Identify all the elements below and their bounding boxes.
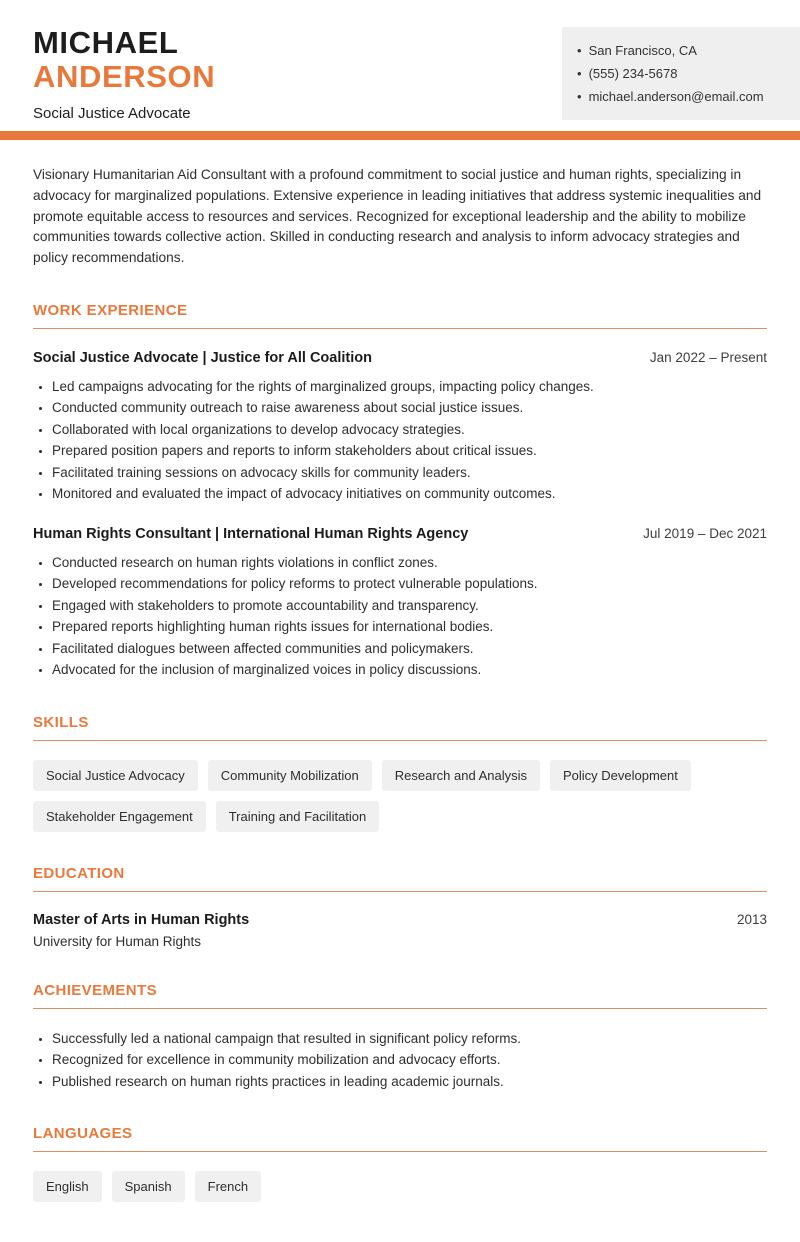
section-languages — [33, 1125, 767, 1202]
bullet-item: • Advocated for the inclusion of marginalized voices in policy discussions. — [52, 659, 767, 681]
bullet-item: • Prepared reports highlighting human rights issues for international bodies. — [52, 616, 767, 638]
header — [0, 0, 800, 131]
job-title: Human Rights Consultant | International Human Rights Agency — [33, 525, 469, 542]
bullet-icon: • — [577, 89, 582, 104]
first-name: MICHAEL — [33, 25, 179, 60]
section-work-experience — [33, 302, 767, 681]
summary-paragraph: Visionary Humanitarian Aid Consultant with a profound commitment to social justice and human rights, specializing in advocacy for marginalized populations. Extensive experience in leading initiatives that address systemic inequalities and promote equitable access to resources and services. Recognized for exceptional leadership and the ability to mobilize communities towards collective action. Skilled in conducting research and analysis to inform advocacy strategies and policy recommendations. — [33, 167, 762, 266]
education-entry — [33, 912, 767, 949]
education-header — [33, 912, 767, 928]
contact-location-text: San Francisco, CA — [588, 43, 697, 58]
language-tag: French — [195, 1171, 261, 1202]
skill-tag: Community Mobilization — [208, 760, 372, 791]
section-heading-education: EDUCATION — [33, 865, 767, 892]
job-entry — [33, 526, 767, 681]
skills-tag-list — [33, 760, 767, 832]
languages-tag-list — [33, 1171, 767, 1202]
bullet-item: • Facilitated dialogues between affected communities and policymakers. — [52, 638, 767, 660]
education-school: University for Human Rights — [33, 933, 202, 949]
last-name: ANDERSON — [33, 59, 216, 94]
section-heading-achievements: ACHIEVEMENTS — [33, 982, 767, 1009]
section-education — [33, 865, 767, 949]
section-heading-work: WORK EXPERIENCE — [33, 302, 767, 329]
bullet-item: • Monitored and evaluated the impact of advocacy initiatives on community outcomes. — [52, 483, 767, 505]
bullet-item: • Led campaigns advocating for the rights of marginalized groups, impacting policy changes. — [52, 376, 767, 398]
achievements-list — [33, 1028, 767, 1093]
job-dates: Jul 2019 – Dec 2021 — [643, 525, 767, 541]
bullet-item: • Conducted community outreach to raise awareness about social justice issues. — [52, 397, 767, 419]
bullet-item: • Facilitated training sessions on advocacy skills for community leaders. — [52, 462, 767, 484]
skill-tag: Research and Analysis — [382, 760, 540, 791]
section-heading-skills: SKILLS — [33, 714, 767, 741]
skill-tag: Training and Facilitation — [216, 801, 380, 832]
resume-content — [0, 165, 800, 1242]
skill-tag: Policy Development — [550, 760, 691, 791]
bullet-item: • Recognized for excellence in community mobilization and advocacy efforts. — [52, 1049, 767, 1071]
job-bullet-list — [33, 376, 767, 505]
job-entry — [33, 350, 767, 505]
skill-tag: Social Justice Advocacy — [33, 760, 198, 791]
contact-location — [577, 39, 784, 62]
bullet-item: • Engaged with stakeholders to promote accountability and transparency. — [52, 595, 767, 617]
bullet-icon: • — [577, 66, 582, 81]
education-year: 2013 — [736, 911, 767, 927]
section-heading-languages: LANGUAGES — [33, 1125, 767, 1152]
section-skills — [33, 714, 767, 832]
contact-phone-text: (555) 234-5678 — [588, 66, 678, 81]
bullet-item: • Developed recommendations for policy reforms to protect vulnerable populations. — [52, 573, 767, 595]
education-degree: Master of Arts in Human Rights — [33, 911, 250, 928]
contact-email-text: michael.anderson@email.com — [588, 89, 764, 104]
job-header — [33, 350, 767, 366]
skill-tag: Stakeholder Engagement — [33, 801, 206, 832]
language-tag: English — [33, 1171, 102, 1202]
bullet-icon: • — [577, 43, 582, 58]
bullet-item: • Prepared position papers and reports to inform stakeholders about critical issues. — [52, 440, 767, 462]
job-dates: Jan 2022 – Present — [649, 349, 767, 365]
bullet-item: • Conducted research on human rights violations in conflict zones. — [52, 552, 767, 574]
contact-email — [577, 85, 784, 108]
professional-title: Social Justice Advocate — [33, 105, 191, 122]
job-title: Social Justice Advocate | Justice for All Coalition — [33, 349, 372, 366]
section-achievements — [33, 982, 767, 1093]
bullet-item: • Published research on human rights practices in leading academic journals. — [52, 1071, 767, 1093]
contact-box — [562, 27, 800, 120]
contact-phone — [577, 62, 784, 85]
job-bullet-list — [33, 552, 767, 681]
bullet-item: • Collaborated with local organizations to develop advocacy strategies. — [52, 419, 767, 441]
language-tag: Spanish — [112, 1171, 185, 1202]
bullet-item: • Successfully led a national campaign that resulted in significant policy reforms. — [52, 1028, 767, 1050]
job-header — [33, 526, 767, 542]
accent-divider-bar — [0, 131, 800, 140]
